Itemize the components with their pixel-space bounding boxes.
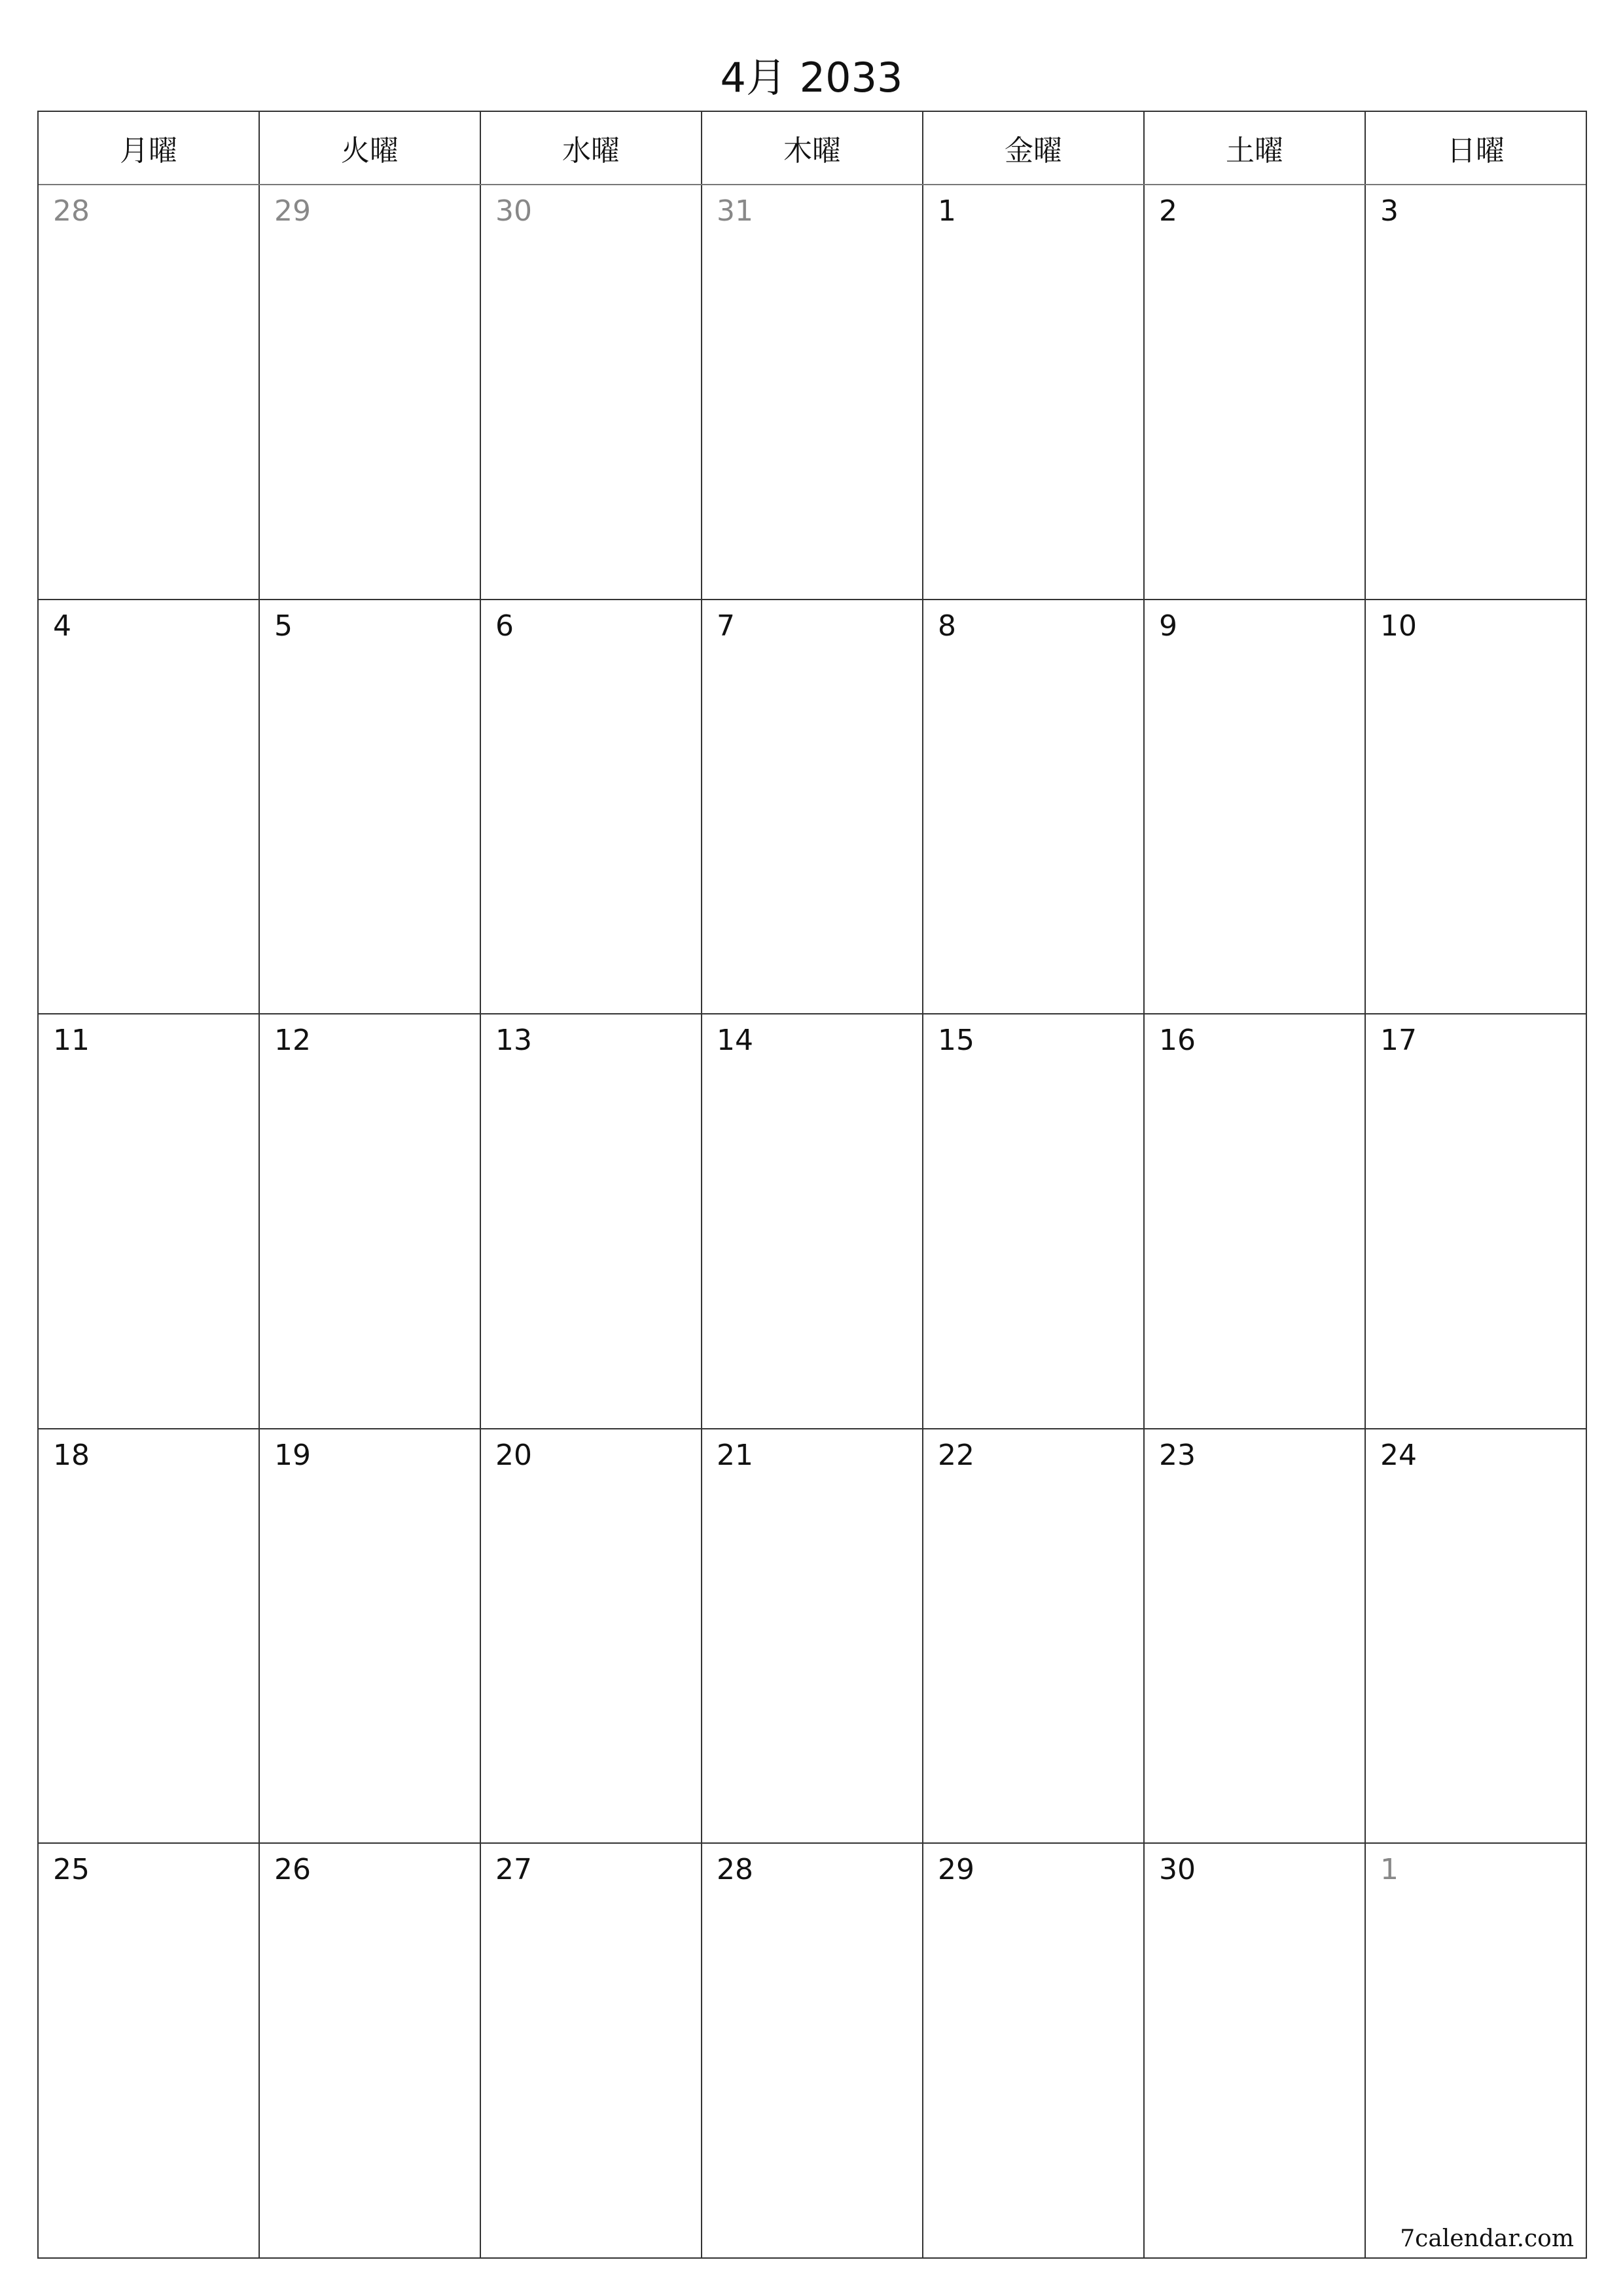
weekday-header-friday: 金曜 <box>923 112 1145 184</box>
day-cell[interactable] <box>702 1844 923 2257</box>
day-number: 22 <box>938 1438 974 1472</box>
week-row-3 <box>39 1014 1586 1429</box>
weeks-container <box>39 185 1586 2257</box>
day-cell[interactable] <box>702 185 923 599</box>
weekday-header-row <box>39 112 1586 185</box>
day-number: 25 <box>53 1853 90 1887</box>
day-cell[interactable] <box>1366 1844 1586 2257</box>
day-cell[interactable] <box>1366 1429 1586 1843</box>
week-row-2 <box>39 600 1586 1015</box>
day-cell[interactable] <box>39 185 260 599</box>
day-cell[interactable] <box>260 600 481 1014</box>
day-cell[interactable] <box>1145 1014 1366 1428</box>
day-number: 6 <box>495 609 514 643</box>
day-number: 15 <box>938 1024 974 1058</box>
day-number: 24 <box>1380 1438 1417 1472</box>
day-cell[interactable] <box>702 600 923 1014</box>
day-cell[interactable] <box>481 185 702 599</box>
day-number: 26 <box>274 1853 311 1887</box>
day-number: 7 <box>717 609 735 643</box>
weekday-header-tuesday: 火曜 <box>260 112 481 184</box>
weekday-header-thursday: 木曜 <box>702 112 923 184</box>
day-number: 28 <box>717 1853 753 1887</box>
day-cell[interactable] <box>923 1844 1145 2257</box>
day-number: 31 <box>717 194 753 228</box>
day-number: 4 <box>53 609 71 643</box>
day-cell[interactable] <box>1366 1014 1586 1428</box>
day-number: 8 <box>938 609 956 643</box>
day-cell[interactable] <box>923 600 1145 1014</box>
day-number: 5 <box>274 609 293 643</box>
day-number: 23 <box>1159 1438 1196 1472</box>
week-row-1 <box>39 185 1586 600</box>
day-cell[interactable] <box>481 1429 702 1843</box>
day-number: 1 <box>1380 1853 1399 1887</box>
day-number: 11 <box>53 1024 90 1058</box>
day-cell[interactable] <box>1366 185 1586 599</box>
day-cell[interactable] <box>923 185 1145 599</box>
day-cell[interactable] <box>1366 600 1586 1014</box>
day-cell[interactable] <box>39 1014 260 1428</box>
day-number: 21 <box>717 1438 753 1472</box>
day-cell[interactable] <box>702 1014 923 1428</box>
weekday-header-monday: 月曜 <box>39 112 260 184</box>
day-number: 10 <box>1380 609 1417 643</box>
day-cell[interactable] <box>39 600 260 1014</box>
day-number: 13 <box>495 1024 532 1058</box>
week-row-5 <box>39 1844 1586 2257</box>
day-number: 16 <box>1159 1024 1196 1058</box>
month-calendar-grid <box>37 111 1587 2259</box>
day-cell[interactable] <box>1145 1429 1366 1843</box>
day-cell[interactable] <box>1145 600 1366 1014</box>
day-number: 18 <box>53 1438 90 1472</box>
day-number: 9 <box>1159 609 1177 643</box>
day-cell[interactable] <box>260 185 481 599</box>
day-number: 19 <box>274 1438 311 1472</box>
day-cell[interactable] <box>702 1429 923 1843</box>
day-cell[interactable] <box>260 1014 481 1428</box>
weekday-header-saturday: 土曜 <box>1145 112 1366 184</box>
day-cell[interactable] <box>1145 1844 1366 2257</box>
day-number: 29 <box>274 194 311 228</box>
week-row-4 <box>39 1429 1586 1844</box>
day-number: 14 <box>717 1024 753 1058</box>
day-number: 3 <box>1380 194 1399 228</box>
day-number: 20 <box>495 1438 532 1472</box>
day-cell[interactable] <box>39 1429 260 1843</box>
day-cell[interactable] <box>481 1844 702 2257</box>
day-number: 28 <box>53 194 90 228</box>
day-number: 27 <box>495 1853 532 1887</box>
day-cell[interactable] <box>260 1844 481 2257</box>
day-number: 17 <box>1380 1024 1417 1058</box>
day-number: 1 <box>938 194 956 228</box>
day-number: 30 <box>495 194 532 228</box>
calendar-title: 4月 2033 <box>720 54 903 101</box>
weekday-header-wednesday: 水曜 <box>481 112 702 184</box>
day-number: 12 <box>274 1024 311 1058</box>
day-cell[interactable] <box>481 600 702 1014</box>
weekday-header-sunday: 日曜 <box>1447 134 1505 168</box>
day-cell[interactable] <box>260 1429 481 1843</box>
day-cell[interactable] <box>481 1014 702 1428</box>
day-cell[interactable] <box>923 1429 1145 1843</box>
day-number: 2 <box>1159 194 1177 228</box>
day-cell[interactable] <box>1145 185 1366 599</box>
day-cell[interactable] <box>39 1844 260 2257</box>
day-number: 29 <box>938 1853 974 1887</box>
day-cell[interactable] <box>923 1014 1145 1428</box>
watermark: 7calendar.com <box>1400 2225 1574 2252</box>
day-number: 30 <box>1159 1853 1196 1887</box>
